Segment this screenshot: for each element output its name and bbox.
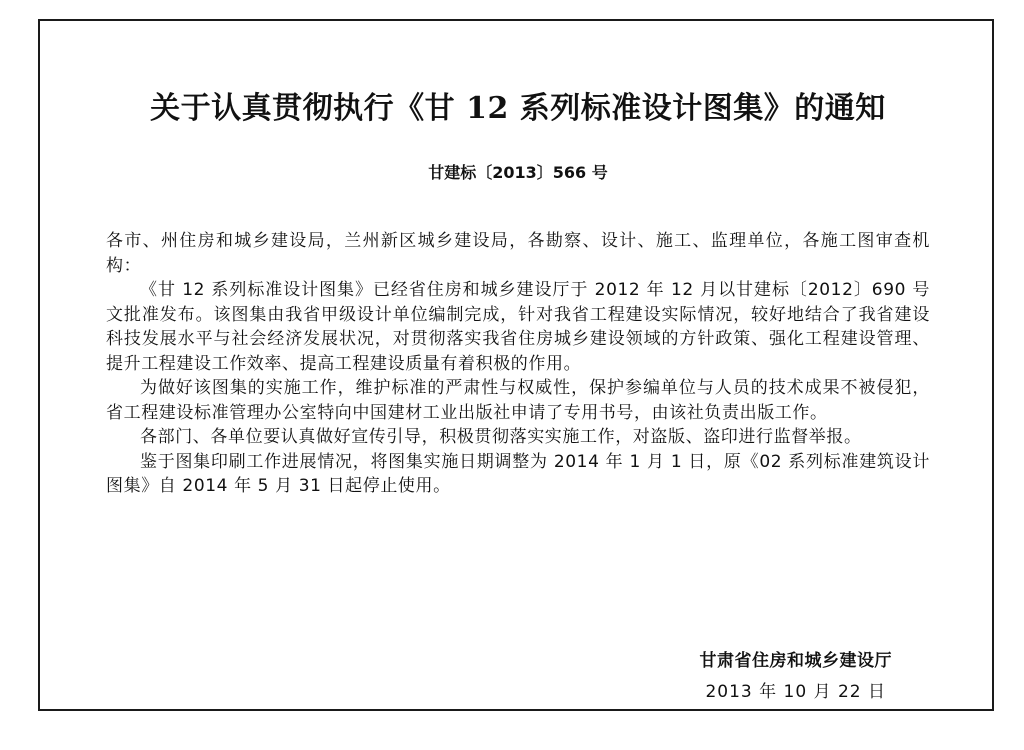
issuing-authority: 甘肃省住房和城乡建设厅 [699, 651, 892, 671]
paragraph-2: 为做好该图集的实施工作，维护标准的严肃性与权威性，保护参编单位与人员的技术成果不被侵犯，省工程建设标准管理办公室特向中国建材工业出版社申请了专用书号，由该社负责出版工作。 [106, 378, 930, 423]
document-frame [38, 19, 994, 711]
paragraph-3: 各部门、各单位要认真做好宣传引导，积极贯彻落实实施工作，对盗版、盗印进行监督举报。 [140, 427, 862, 447]
signature-block [700, 646, 893, 702]
document-body [106, 229, 930, 499]
addressee-line: 各市、州住房和城乡建设局，兰州新区城乡建设局，各勘察、设计、施工、监理单位，各施工图审查机构： [106, 231, 930, 276]
document-title: 关于认真贯彻执行《甘 12 系列标准设计图集》的通知 [150, 91, 886, 126]
paragraph-4: 鉴于图集印刷工作进展情况，将图集实施日期调整为 2014 年 1 月 1 日，原《02 系列标准建筑设计图集》自 2014 年 5 月 31 日起停止使用。 [106, 451, 930, 496]
document-number: 甘建标〔2013〕566 号 [428, 163, 608, 182]
paragraph-1: 《甘 12 系列标准设计图集》已经省住房和城乡建设厅于 2012 年 12 月以甘建标〔2012〕690 号文批准发布。该图集由我省甲级设计单位编制完成，针对我省工程建设实际情况，较好地结合了我省建设科技发展水平与社会经济发展状况，对贯彻落实我省住房城乡建设领域的方针政策、强化工程建设管理、提升工程建设工作效率、提高工程建设质量有着积极的作用。 [106, 280, 930, 374]
issue-date: 2013 年 10 月 22 日 [705, 682, 887, 702]
